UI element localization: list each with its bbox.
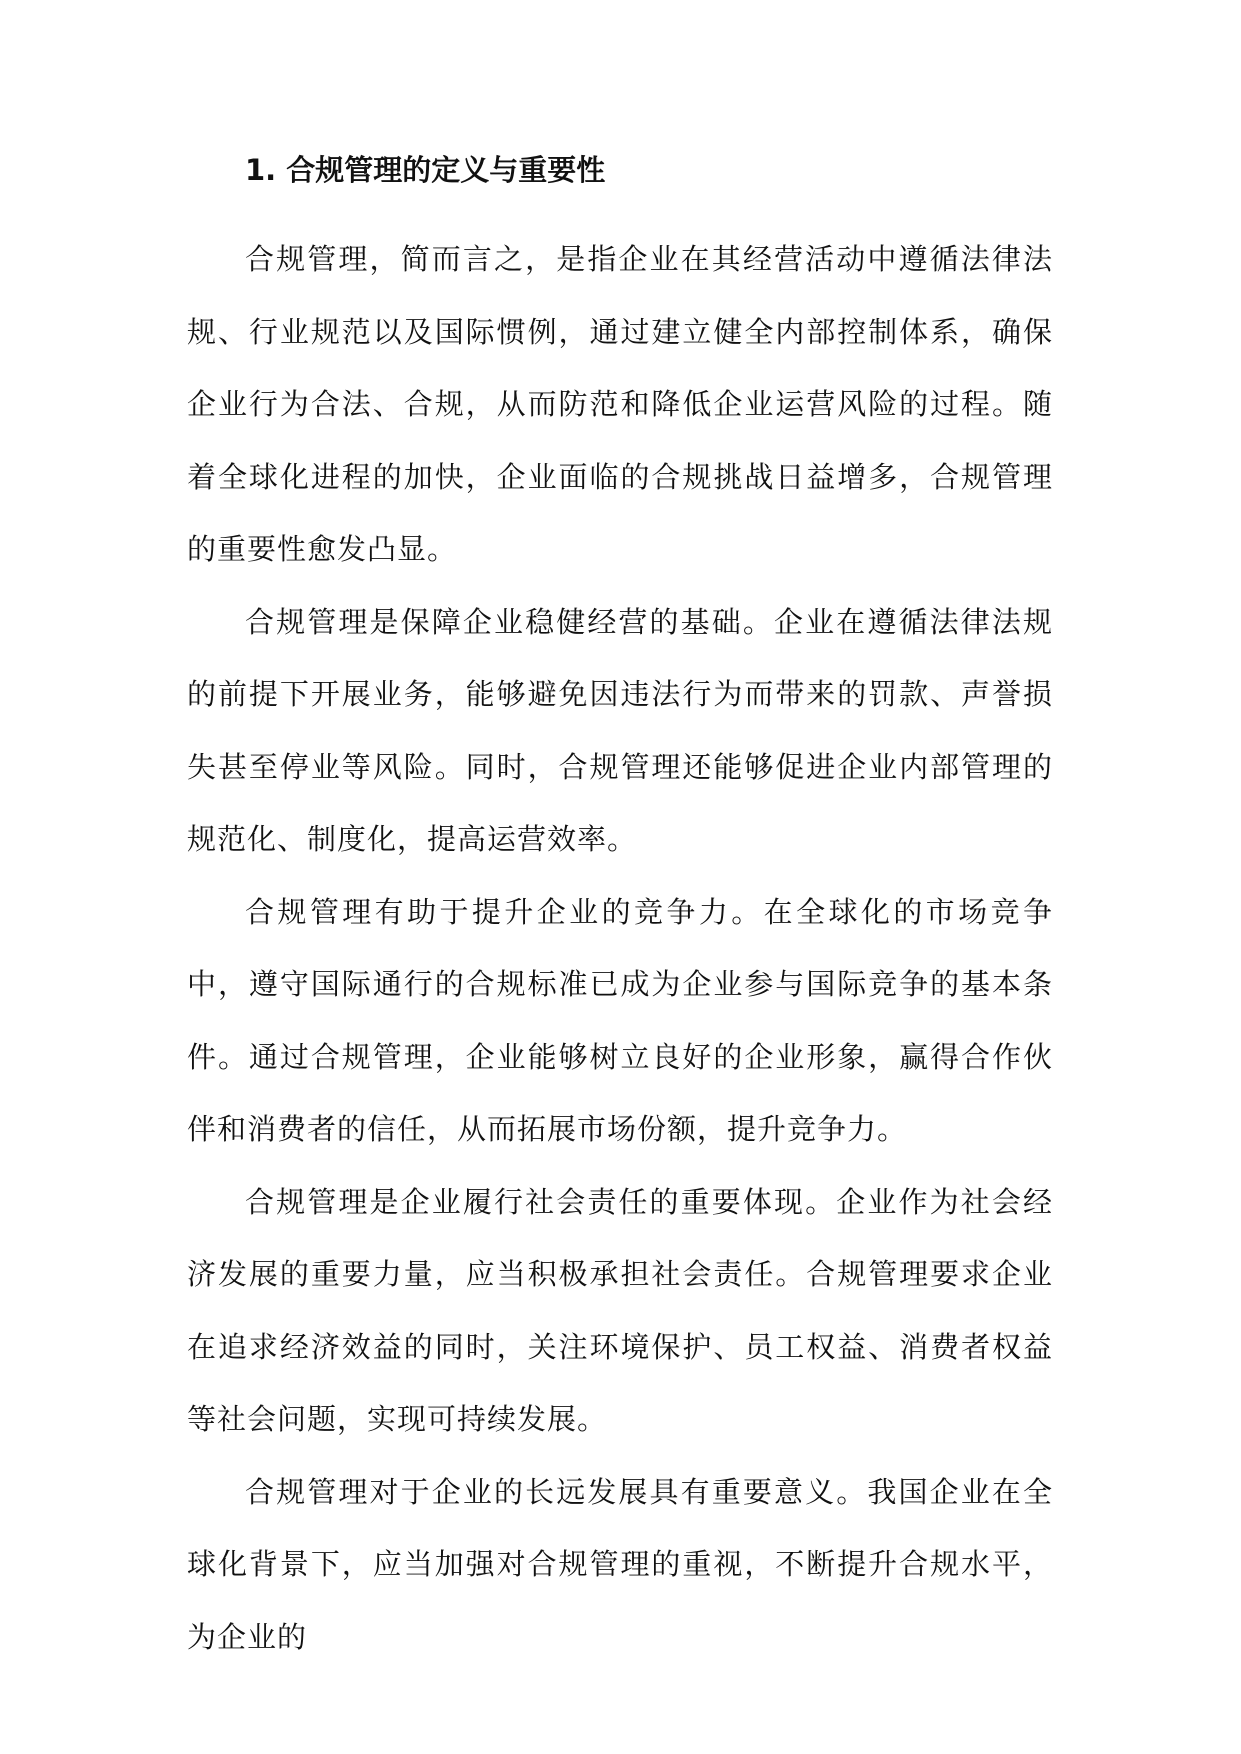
paragraph-definition: 合规管理，简而言之，是指企业在其经营活动中遵循法律法规、行业规范以及国际惯例，通过建立健全内部控制体系，确保企业行为合法、合规，从而防范和降低企业运营风险的过程。随着全球化进程的加快，企业面临的合规挑战日益增多，合规管理的重要性愈发凸显。	[187, 242, 1053, 566]
section-heading: 1. 合规管理的定义与重要性	[245, 153, 606, 187]
paragraph-long-term-development: 合规管理对于企业的长远发展具有重要意义。我国企业在全球化背景下，应当加强对合规管理的重视，不断提升合规水平，为企业的	[187, 1474, 1053, 1654]
paragraph-competitiveness: 合规管理有助于提升企业的竞争力。在全球化的市场竞争中，遵守国际通行的合规标准已成为企业参与国际竞争的基本条件。通过合规管理，企业能够树立良好的企业形象，赢得合作伙伴和消费者的信任，从而拓展市场份额，提升竞争力。	[187, 894, 1053, 1146]
document-body	[187, 152, 1053, 1673]
paragraph-social-responsibility: 合规管理是企业履行社会责任的重要体现。企业作为社会经济发展的重要力量，应当积极承担社会责任。合规管理要求企业在追求经济效益的同时，关注环境保护、员工权益、消费者权益等社会问题，实现可持续发展。	[187, 1184, 1053, 1436]
paragraph-stable-operation: 合规管理是保障企业稳健经营的基础。企业在遵循法律法规的前提下开展业务，能够避免因违法行为而带来的罚款、声誉损失甚至停业等风险。同时，合规管理还能够促进企业内部管理的规范化、制度化，提高运营效率。	[187, 604, 1053, 856]
